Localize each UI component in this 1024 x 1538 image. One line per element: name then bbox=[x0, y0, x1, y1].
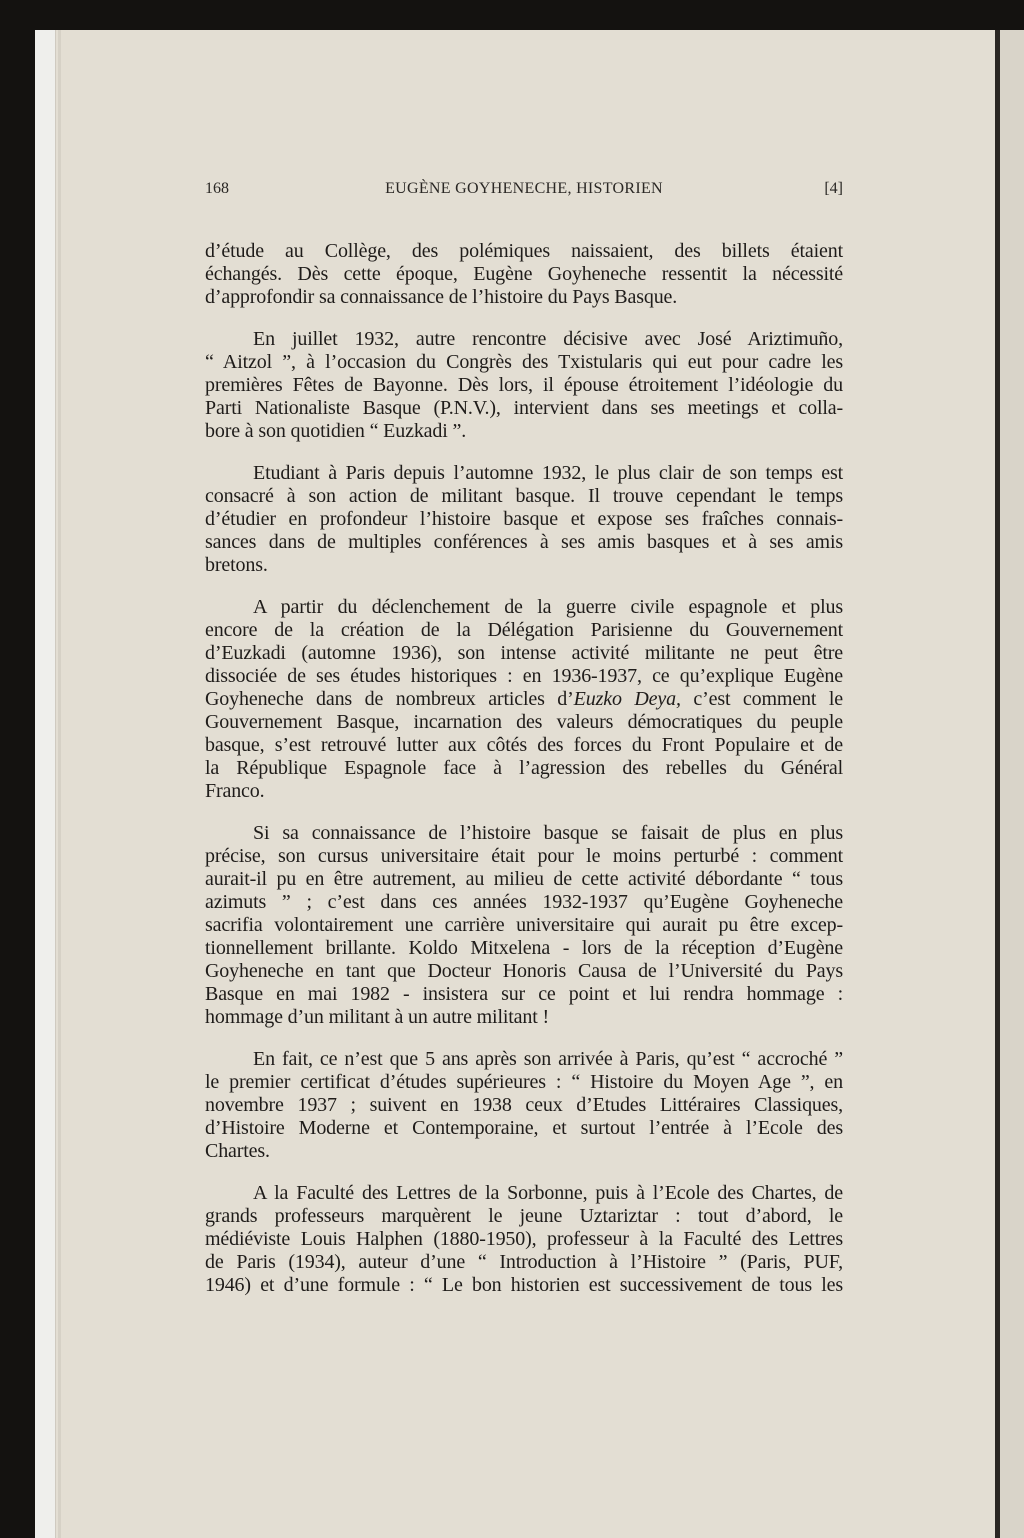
text-line: hommage d’un militant à un autre militant ! bbox=[205, 1006, 550, 1028]
text-line: Si sa connaissance de l’histoire basque se faisait de plus en plus bbox=[253, 822, 843, 844]
paragraph bbox=[205, 462, 843, 577]
text-line: le premier certificat d’études supérieures : “ Histoire du Moyen Age ”, en bbox=[205, 1071, 843, 1093]
text-line: Goyheneche en tant que Docteur Honoris Causa de l’Université du Pays bbox=[205, 960, 843, 982]
text-line: d’approfondir sa connaissance de l’histoire du Pays Basque. bbox=[205, 286, 678, 308]
text-line: 1946) et d’une formule : “ Le bon historien est successivement de tous les bbox=[205, 1274, 843, 1296]
text-line: médiéviste Louis Halphen (1880-1950), professeur à la Faculté des Lettres bbox=[205, 1228, 843, 1250]
text-line: d’Euzkadi (automne 1936), son intense activité militante ne peut être bbox=[205, 642, 843, 664]
text-line: A la Faculté des Lettres de la Sorbonne, puis à l’Ecole des Chartes, de bbox=[253, 1182, 843, 1204]
text-line: consacré à son action de militant basque. Il trouve cependant le temps bbox=[205, 485, 843, 507]
text-line: grands professeurs marquèrent le jeune Uztariztar : tout d’abord, le bbox=[205, 1205, 843, 1227]
text-line: Franco. bbox=[205, 780, 265, 802]
paragraph bbox=[205, 596, 843, 803]
text-line: sances dans de multiples conférences à ses amis basques et à ses amis bbox=[205, 531, 843, 553]
text-line: Chartes. bbox=[205, 1140, 270, 1162]
text-line: tionnellement brillante. Koldo Mitxelena - lors de la réception d’Eugène bbox=[205, 937, 843, 959]
text-line: novembre 1937 ; suivent en 1938 ceux d’Etudes Littéraires Classiques, bbox=[205, 1094, 843, 1116]
text-line: d’étudier en profondeur l’histoire basque et expose ses fraîches connais- bbox=[205, 508, 843, 530]
paragraph bbox=[205, 328, 843, 443]
text-line: azimuts ” ; c’est dans ces années 1932-1937 qu’Eugène Goyheneche bbox=[205, 891, 843, 913]
adjacent-page-edge bbox=[1000, 30, 1024, 1538]
text-line: d’étude au Collège, des polémiques naissaient, des billets étaient bbox=[205, 240, 843, 262]
text-line: bore à son quotidien “ Euzkadi ”. bbox=[205, 420, 467, 442]
paragraph bbox=[205, 1048, 843, 1163]
italic-title: Euzko Deya, bbox=[573, 688, 681, 710]
text-line: d’Histoire Moderne et Contemporaine, et surtout l’entrée à l’Ecole des bbox=[205, 1117, 843, 1139]
text-line: En fait, ce n’est que 5 ans après son arrivée à Paris, qu’est “ accroché ” bbox=[253, 1048, 843, 1070]
text-line: sacrifia volontairement une carrière universitaire qui aurait pu être excep- bbox=[205, 914, 843, 936]
text-line: Basque en mai 1982 - insistera sur ce point et lui rendra hommage : bbox=[205, 983, 843, 1005]
running-header bbox=[205, 180, 843, 204]
paragraph bbox=[205, 822, 843, 1029]
text-line: En juillet 1932, autre rencontre décisive avec José Ariztimuño, bbox=[253, 328, 843, 350]
page-binding-strip bbox=[35, 30, 56, 1538]
text-line: A partir du déclenchement de la guerre civile espagnole et plus bbox=[253, 596, 843, 618]
text-line: Goyheneche dans de nombreux articles d’Euzko Deya, c’est comment le bbox=[205, 688, 843, 710]
running-title: EUGÈNE GOYHENECHE, HISTORIEN bbox=[385, 180, 663, 197]
text-line: basque, s’est retrouvé lutter aux côtés des forces du Front Populaire et de bbox=[205, 734, 843, 756]
text-line: de Paris (1934), auteur d’une “ Introduction à l’Histoire ” (Paris, PUF, bbox=[205, 1251, 843, 1273]
text-line: la République Espagnole face à l’agression des rebelles du Général bbox=[205, 757, 843, 779]
paragraph bbox=[205, 240, 843, 309]
paragraph bbox=[205, 1182, 843, 1297]
text-line: échangés. Dès cette époque, Eugène Goyheneche ressentit la nécessité bbox=[205, 263, 843, 285]
text-line: précise, son cursus universitaire était pour le moins perturbé : comment bbox=[205, 845, 843, 867]
text-line: bretons. bbox=[205, 554, 268, 576]
section-number: [4] bbox=[824, 180, 843, 197]
text-line: Gouvernement Basque, incarnation des valeurs démocratiques du peuple bbox=[205, 711, 843, 733]
text-line: aurait-il pu en être autrement, au milieu de cette activité débordante “ tous bbox=[205, 868, 843, 890]
text-line: encore de la création de la Délégation Parisienne du Gouvernement bbox=[205, 619, 843, 641]
text-line: Parti Nationaliste Basque (P.N.V.), intervient dans ses meetings et colla- bbox=[205, 397, 843, 419]
body-text bbox=[205, 240, 843, 1316]
text-line: “ Aitzol ”, à l’occasion du Congrès des Txistularis qui eut pour cadre les bbox=[205, 351, 843, 373]
page-edge bbox=[58, 30, 61, 1538]
text-line: Etudiant à Paris depuis l’automne 1932, le plus clair de son temps est bbox=[253, 462, 843, 484]
text-line: premières Fêtes de Bayonne. Dès lors, il épouse étroitement l’idéologie du bbox=[205, 374, 843, 396]
page-number: 168 bbox=[205, 180, 229, 197]
text-line: dissociée de ses études historiques : en 1936-1937, ce qu’explique Eugène bbox=[205, 665, 843, 687]
